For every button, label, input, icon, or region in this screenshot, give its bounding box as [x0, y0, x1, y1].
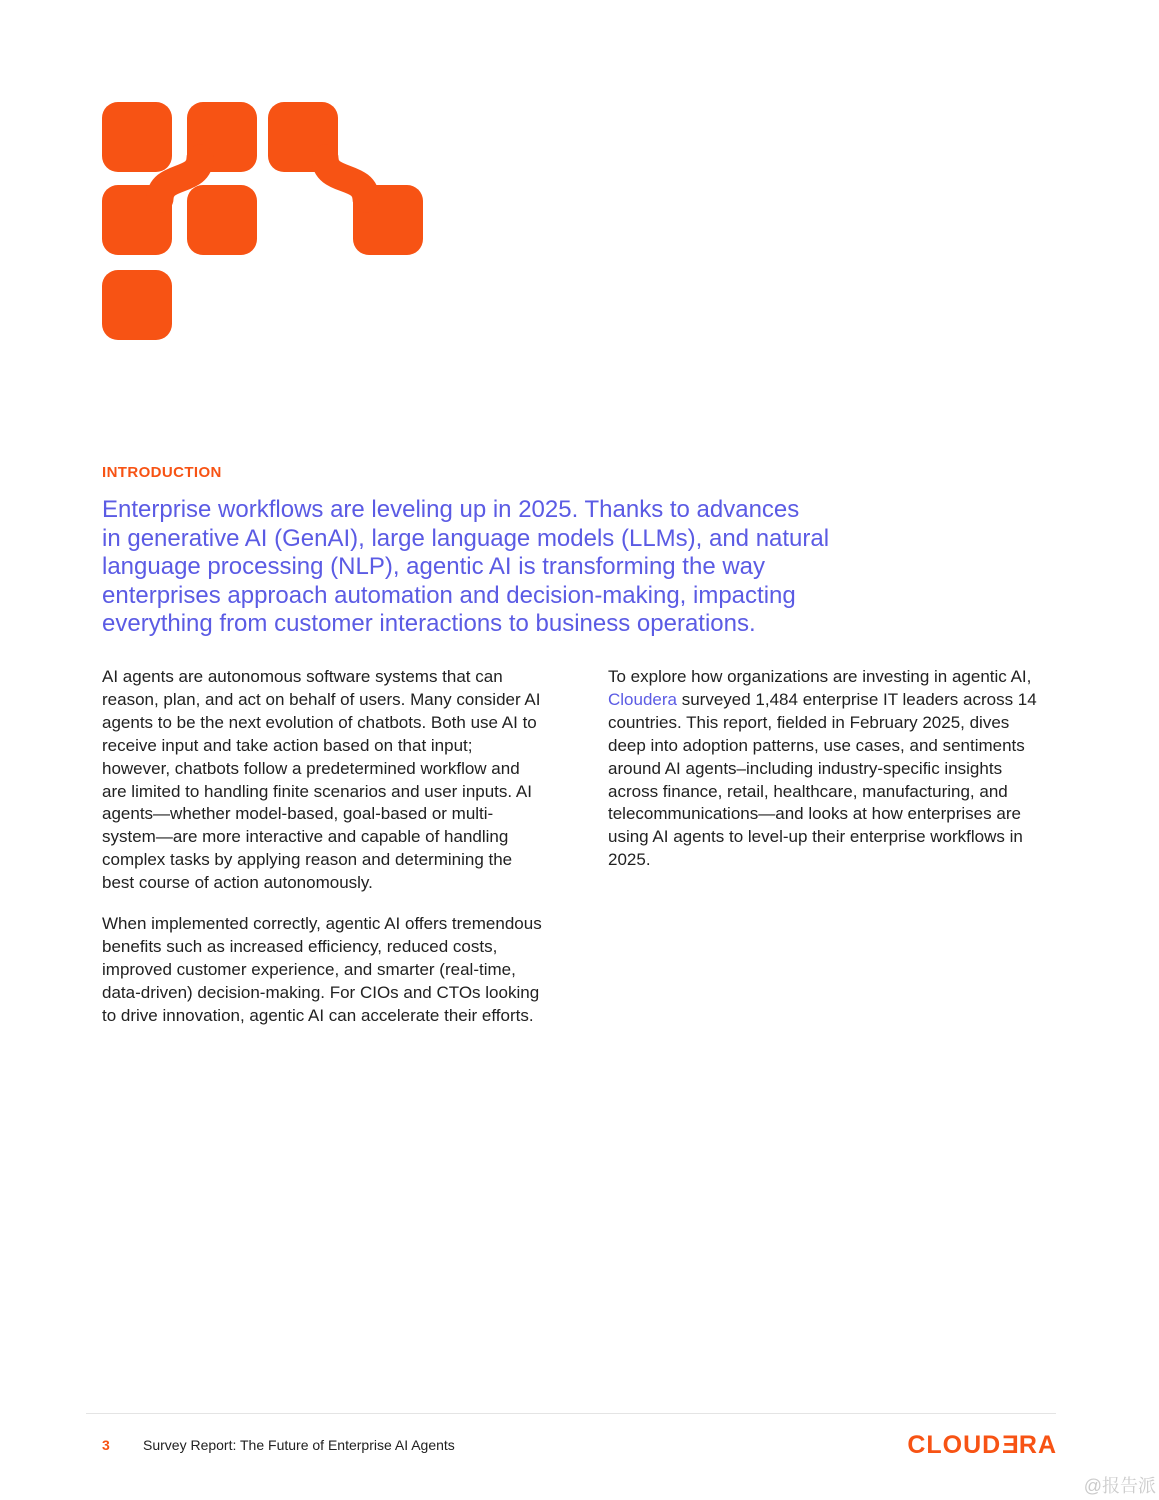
- logo-square: [102, 270, 172, 340]
- logo-connector: [325, 158, 366, 199]
- headline-line: Enterprise workflows are leveling up in 2025. Thanks to advances: [102, 496, 800, 523]
- headline-line: in generative AI (GenAI), large language models (LLMs), and natural: [102, 524, 830, 552]
- headline-line: everything from customer interactions to business operations.: [102, 610, 756, 638]
- wordmark-reversed-e: E: [1001, 1431, 1019, 1459]
- body-columns: [102, 666, 1052, 1028]
- headline-line: language processing (NLP), agentic AI is transforming the way: [102, 553, 766, 581]
- body-column-right: [608, 666, 1051, 1028]
- page-headline: [102, 496, 1062, 639]
- body-paragraph: When implemented correctly, agentic AI offers tremendous benefits such as increased efficiency, reduced costs, improved customer experience, and smarter (real-time, data-driven) decision-making. For CIOs and CTOs looking to drive innovation, agentic AI can accelerate their efforts.: [102, 914, 542, 1025]
- body-paragraph: [608, 666, 1051, 872]
- paragraph-text-after-link: surveyed 1,484 enterprise IT leaders across 14 countries. This report, fielded in February 2025, dives deep into adoption patterns, use cases, and sentiments around AI agents–including industry-specific insights across finance, retail, healthcare, manufacturing, and telecommunications—and looks at how enterprises are using AI agents to level-up their enterprise workflows in 2025.: [608, 689, 1037, 870]
- body-paragraph: AI agents are autonomous software systems that can reason, plan, and act on behalf of users. Many consider AI agents to be the next evolution of chatbots. Both use AI to receive input and take action based on that input; however, chatbots follow a predetermined workflow and are limited to handling finite scenarios and user inputs. AI agents—whether model-based, goal-based or multi-system—are more interactive and capable of handling complex tasks by applying reason and determining the best course of action autonomously.: [102, 667, 541, 893]
- page-number: 3: [102, 1437, 110, 1453]
- cloudera-logo-mark: [100, 100, 430, 345]
- wordmark-part: CLOUD: [907, 1431, 1002, 1459]
- watermark: @报告派: [1083, 1476, 1156, 1496]
- headline-line: enterprises approach automation and decision-making, impacting: [102, 581, 796, 609]
- footer-report-title: Survey Report: The Future of Enterprise AI Agents: [143, 1437, 455, 1453]
- section-kicker: INTRODUCTION: [102, 464, 222, 481]
- footer-divider: [86, 1413, 1056, 1414]
- body-column-left: [102, 666, 545, 1028]
- logo-square: [102, 102, 172, 172]
- logo-square: [187, 185, 257, 255]
- cloudera-wordmark: [907, 1431, 1057, 1460]
- wordmark-part: RA: [1018, 1431, 1057, 1459]
- cloudera-link[interactable]: Cloudera: [608, 689, 677, 709]
- paragraph-text-before-link: To explore how organizations are investing in agentic AI,: [608, 667, 1032, 686]
